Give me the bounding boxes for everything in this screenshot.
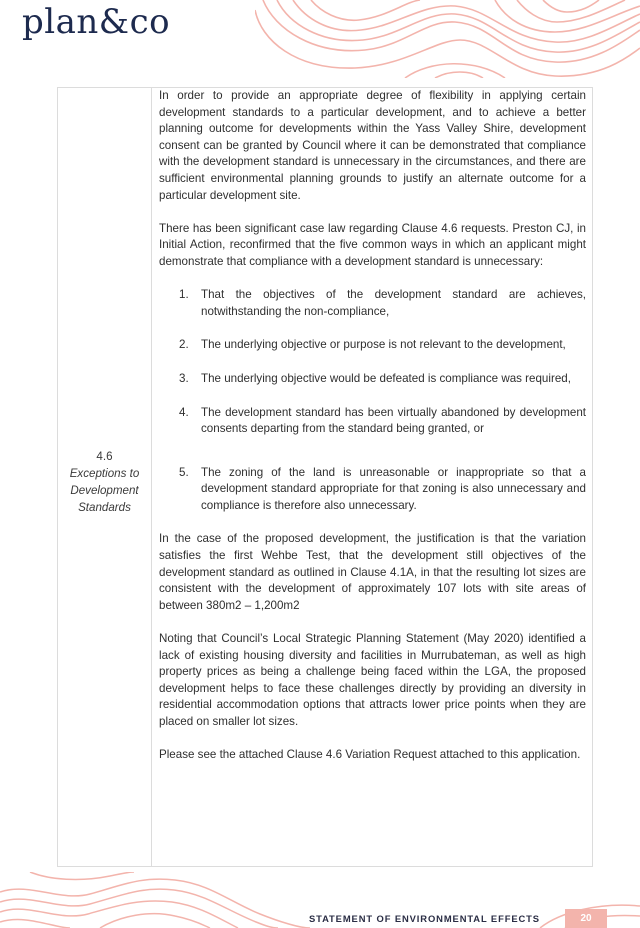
list-item-number: 1. bbox=[179, 288, 189, 302]
body-paragraph: In order to provide an appropriate degree of flexibility in applying certain development standards to a particular development, and to achieve a better planning outcome for developments within the Yass Valley Shire, development consent can be granted by Council where it can be demonstrated that compliance with the development standard is unnecessary in the circumstances, and there are sufficient environmental planning grounds to justify an alternate outcome for a particular development site. bbox=[159, 89, 586, 202]
body-paragraph: There has been significant case law regarding Clause 4.6 requests. Preston CJ, in Initial Action, reconfirmed that the five common ways in which an applicant might demonstrate that compliance with a development standard is unnecessary: bbox=[159, 221, 586, 268]
page-number-badge: 20 bbox=[565, 909, 607, 928]
list-item bbox=[179, 371, 586, 388]
section-number: 4.6 bbox=[96, 450, 113, 463]
list-item bbox=[179, 405, 586, 438]
list-item bbox=[179, 465, 586, 515]
list-item-text: The zoning of the land is unreasonable or inappropriate so that a development standard appropriate for that zoning is also unnecessary and compliance is therefore also unnecessary. bbox=[201, 465, 586, 512]
list-item-number: 5. bbox=[179, 465, 189, 479]
list-item-text: The underlying objective would be defeated is compliance was required, bbox=[201, 371, 571, 385]
section-label-cell bbox=[58, 88, 152, 866]
list-item-text: That the objectives of the development standard are achieves, notwithstanding the non-compliance, bbox=[201, 288, 586, 318]
list-item-number: 3. bbox=[179, 371, 189, 385]
body-paragraph: Noting that Council’s Local Strategic Planning Statement (May 2020) identified a lack of existing housing diversity and facilities in Murrubateman, as well as high property prices as being a challenge being faced within the LGA, the proposed development helps to face these challenges directly by providing an diversity in residential accommodation options that attracts lower price points when they are placed on smaller lot sizes. bbox=[159, 632, 586, 728]
section-title-line: Development bbox=[70, 484, 139, 497]
list-item-number: 2. bbox=[179, 338, 189, 352]
section-label bbox=[70, 448, 140, 516]
section-title-line: Standards bbox=[78, 501, 131, 514]
section-title-line: Exceptions to bbox=[69, 467, 140, 480]
section-body-cell bbox=[152, 88, 592, 866]
footer-document-title: STATEMENT OF ENVIRONMENTAL EFFECTS bbox=[309, 913, 540, 924]
list-item-text: The underlying objective or purpose is not relevant to the development, bbox=[201, 338, 566, 352]
company-logo: plan&co bbox=[22, 2, 171, 42]
topographic-decoration-top bbox=[255, 0, 640, 78]
criteria-list bbox=[159, 287, 586, 514]
body-paragraph: Please see the attached Clause 4.6 Variation Request attached to this application. bbox=[159, 748, 581, 762]
list-item bbox=[179, 287, 586, 320]
list-item-number: 4. bbox=[179, 405, 189, 419]
list-item-text: The development standard has been virtually abandoned by development consents departing from the standard being granted, or bbox=[201, 405, 586, 436]
content-table bbox=[57, 87, 593, 867]
body-paragraph: In the case of the proposed development, the justification is that the variation satisfies the first Wehbe Test, that the development still objectives of the development standard as outlined in Clause 4.1A, in that the resulting lot sizes are consistent with the development of approximately 107 lots with site areas of between 380m2 – 1,200m2 bbox=[159, 532, 586, 612]
list-item bbox=[179, 337, 586, 354]
